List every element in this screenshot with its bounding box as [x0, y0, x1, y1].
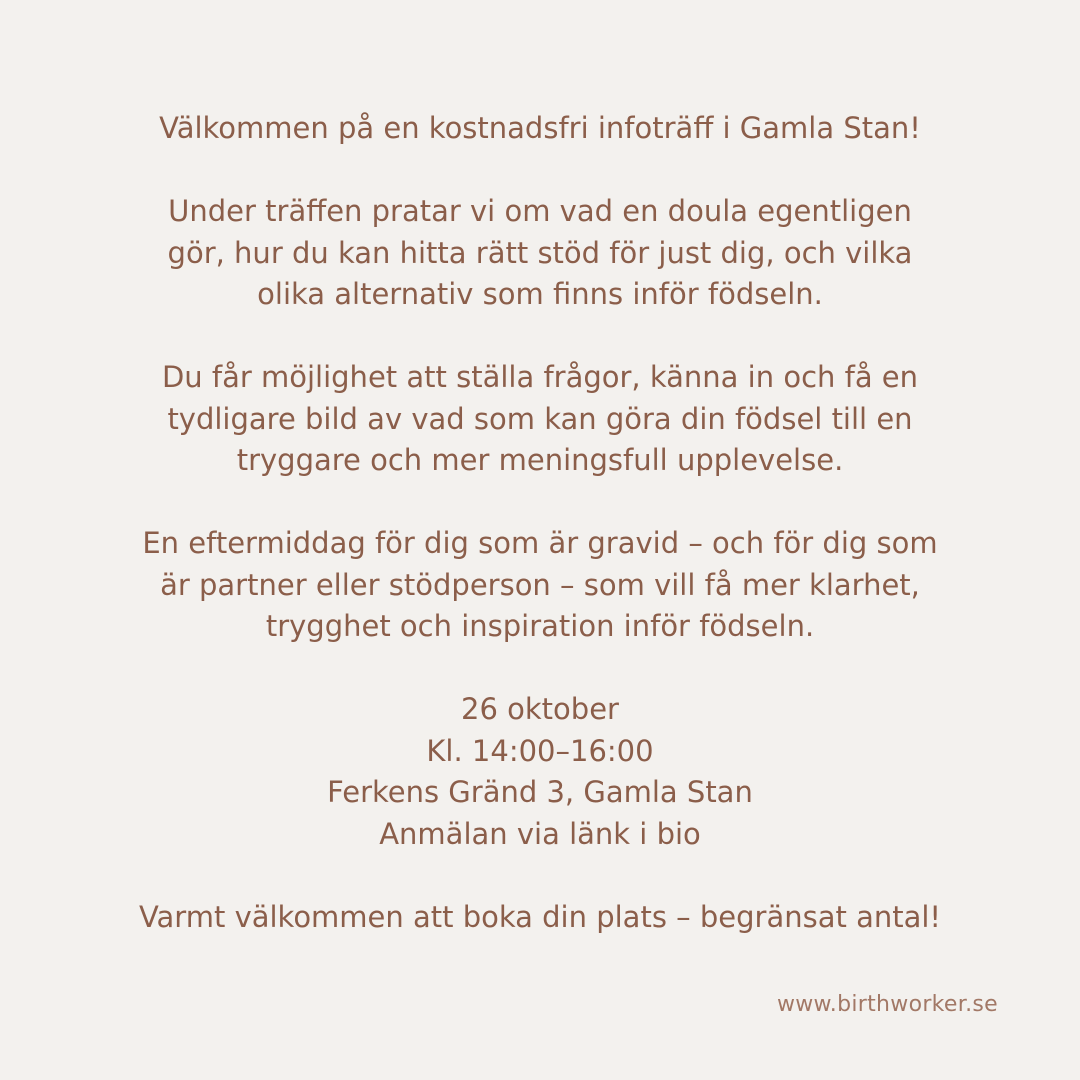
questions-line-2: tydligare bild av vad som kan göra din födsel till en — [167, 401, 913, 436]
event-time: Kl. 14:00–16:00 — [426, 733, 654, 768]
questions-line-3: tryggare och mer meningsfull upplevelse. — [236, 443, 844, 477]
topics-line-3: olika alternativ som finns inför födseln. — [257, 277, 823, 311]
spacer — [40, 648, 1040, 690]
audience-line-1: En eftermiddag för dig som är gravid – och för dig som — [142, 526, 938, 560]
website-url: www.birthworker.se — [776, 992, 998, 1017]
spacer — [40, 482, 1040, 524]
event-registration: Anmälan via länk i bio — [379, 816, 701, 851]
intro-heading: Välkommen på en kostnadsfri infoträff i Gamla Stan! — [159, 111, 921, 145]
spacer — [40, 150, 1040, 192]
audience-line-2: är partner eller stödperson – som vill få mer klarhet, — [160, 567, 920, 602]
spacer — [40, 855, 1040, 897]
audience-line-3: trygghet och inspiration inför födseln. — [265, 609, 815, 643]
topics-line-2: gör, hur du kan hitta rätt stöd för just dig, och vilka — [167, 235, 913, 270]
topics-line-1: Under träffen pratar vi om vad en doula egentligen — [168, 194, 912, 228]
event-date: 26 oktober — [461, 692, 619, 726]
spacer — [40, 316, 1040, 358]
questions-line-1: Du får möjlighet att ställa frågor, känna in och få en — [161, 360, 919, 394]
event-address: Ferkens Gränd 3, Gamla Stan — [327, 775, 753, 809]
closing-line: Varmt välkommen att boka din plats – begränsat antal! — [138, 899, 942, 934]
announcement-text — [40, 108, 1040, 938]
